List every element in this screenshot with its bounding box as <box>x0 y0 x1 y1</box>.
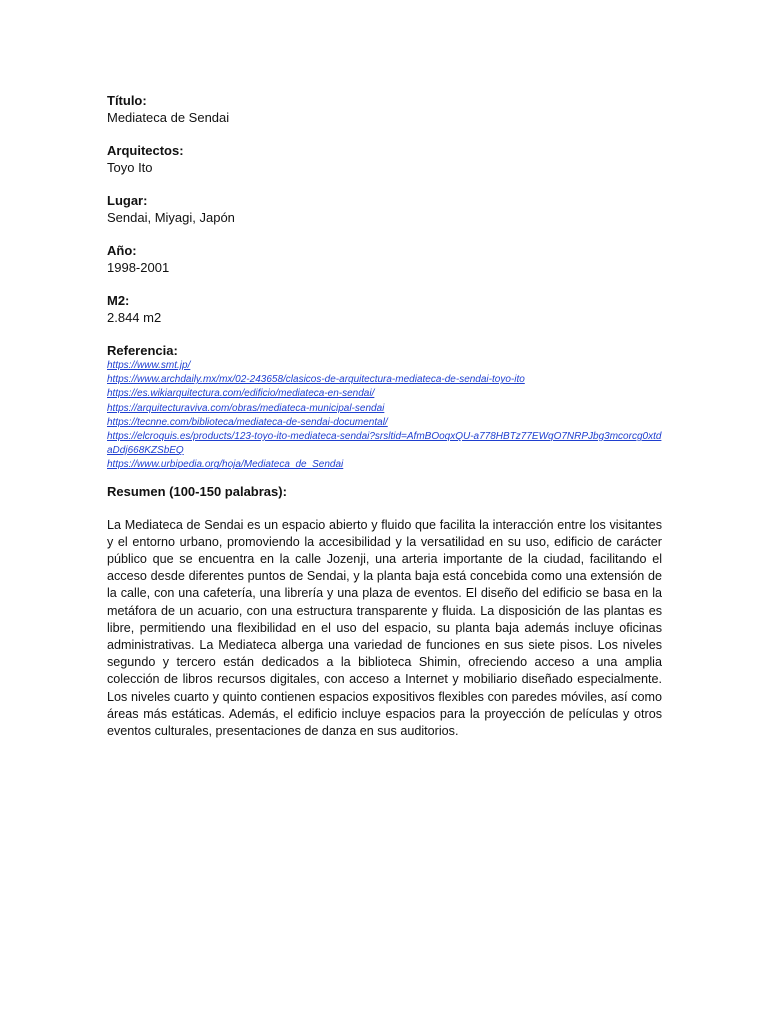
summary-title: Resumen (100-150 palabras): <box>107 483 287 499</box>
references-list <box>107 359 662 473</box>
reference-item <box>107 373 662 387</box>
field-value: Sendai, Miyagi, Japón <box>107 210 235 225</box>
reference-item <box>107 416 662 430</box>
field-label: Arquitectos: <box>107 143 184 158</box>
field-place <box>107 192 662 227</box>
field-label: M2: <box>107 293 130 308</box>
reference-link[interactable]: https://elcroquis.es/products/123-toyo-ito-mediateca-sendai?srsltid=AfmBOoqxQU-a778HBTz77EWqO7NRPJbg3mcorcg0xtdaDdj668KZSbEQ <box>107 431 662 457</box>
reference-item <box>107 458 662 472</box>
references-label: Referencia: <box>107 343 178 358</box>
field-value: Toyo Ito <box>107 160 153 175</box>
field-value: 1998-2001 <box>107 260 170 275</box>
field-value: Mediateca de Sendai <box>107 110 230 125</box>
document-page <box>107 92 662 740</box>
reference-link[interactable]: https://tecnne.com/biblioteca/mediateca-de-sendai-documental/ <box>107 416 388 428</box>
reference-link[interactable]: https://es.wikiarquitectura.com/edificio/mediateca-en-sendai/ <box>107 388 375 400</box>
field-label: Lugar: <box>107 193 148 208</box>
reference-link[interactable]: https://www.urbipedia.org/hoja/Mediateca_de_Sendai <box>107 459 344 471</box>
field-title <box>107 92 662 127</box>
field-label: Título: <box>107 93 147 108</box>
field-label: Año: <box>107 243 137 258</box>
reference-link[interactable]: https://arquitecturaviva.com/obras/mediateca-municipal-sendai <box>107 402 385 414</box>
reference-item <box>107 402 662 416</box>
reference-link[interactable]: https://www.smt.jp/ <box>107 360 191 371</box>
reference-item <box>107 430 662 458</box>
reference-link[interactable]: https://www.archdaily.mx/mx/02-243658/clasicos-de-arquitectura-mediateca-de-sendai-toyo-ito <box>107 374 525 386</box>
field-architects <box>107 142 662 177</box>
summary-text: La Mediateca de Sendai es un espacio abierto y fluido que facilita la interacción entre los visitantes y el entorno urbano, promoviendo la accesibilidad y la versatilidad en su uso, edificio de carácter público que se encuentra en la calle Jozenji, una arteria importante de la ciudad, facilitando el acceso desde diferentes puntos de Sendai, y la planta baja está concebida como una extensión de la calle, con una cafetería, una librería y una plaza de eventos. El diseño del edificio se basa en la metáfora de un acuario, con una estructura transparente y fluida. La disposición de las plantas es libre, permitiendo una flexibilidad en el uso del espacio, su planta baja además incluye oficinas administrativas. La Mediateca alberga una variedad de funciones en sus siete pisos. Los niveles segundo y tercero están dedicados a la biblioteca Shimin, ofreciendo acceso a una amplia colección de libros recursos digitales, con acceso a Internet y mobiliario diseñado especialmente. Los niveles cuarto y quinto contienen espacios expositivos flexibles con paredes móviles, así como áreas más estáticas. Además, el edificio incluye espacios para la proyección de películas y otros eventos culturales, presentaciones de danza en sus auditorios. <box>107 517 662 739</box>
field-year <box>107 242 662 277</box>
reference-item <box>107 359 662 373</box>
field-area <box>107 292 662 327</box>
field-value: 2.844 m2 <box>107 310 162 325</box>
reference-item <box>107 387 662 401</box>
